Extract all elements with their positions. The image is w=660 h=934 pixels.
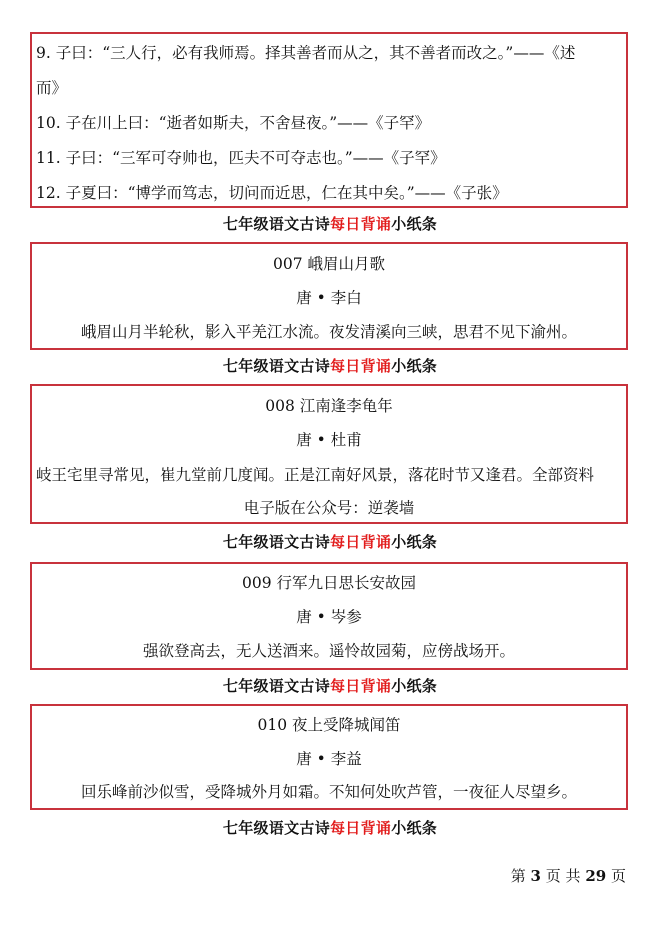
poem-author: 唐 • 岑参 [296, 608, 362, 626]
heading-suffix: 小纸条 [391, 819, 438, 837]
poem-title: 007 峨眉山月歌 [272, 255, 385, 273]
heading-prefix: 七年级语文古诗 [222, 357, 330, 375]
poem-author: 唐 • 李白 [296, 289, 362, 307]
section-heading [0, 214, 660, 234]
current-page: 3 [530, 867, 541, 885]
heading-suffix: 小纸条 [391, 677, 438, 695]
poem-author: 唐 • 李益 [296, 750, 362, 768]
section-heading [0, 532, 660, 552]
footer-post: 页 [610, 867, 626, 885]
poem-line: 回乐峰前沙似雪，受降城外月如霜。不知何处吹芦管，一夜征人尽望乡。 [80, 783, 577, 801]
heading-highlight: 每日背诵 [330, 533, 392, 551]
page-number [511, 866, 626, 886]
footer-pre: 第 [510, 867, 526, 885]
poem-title: 008 江南逢李龟年 [265, 397, 393, 415]
quote-12: 12. 子夏曰：“博学而笃志，切问而近思，仁在其中矣。”——《子张》 [36, 184, 508, 202]
heading-highlight: 每日背诵 [330, 677, 392, 695]
heading-prefix: 七年级语文古诗 [222, 677, 330, 695]
total-pages: 29 [585, 867, 607, 885]
footer-mid: 页 共 [545, 867, 581, 885]
heading-prefix: 七年级语文古诗 [222, 533, 330, 551]
heading-prefix: 七年级语文古诗 [222, 819, 330, 837]
poem-line: 峨眉山月半轮秋，影入平羌江水流。夜发清溪向三峡，思君不见下渝州。 [80, 323, 577, 341]
poem-box-010 [30, 704, 628, 810]
section-heading [0, 676, 660, 696]
poem-box-009 [30, 562, 628, 670]
heading-suffix: 小纸条 [391, 215, 438, 233]
poem-line: 电子版在公众号：逆袭墙 [243, 499, 415, 517]
poem-box-008 [30, 384, 628, 524]
quote-9-line-1: 9. 子曰：“三人行，必有我师焉。择其善者而从之，其不善者而改之。”——《述 [36, 44, 576, 62]
heading-highlight: 每日背诵 [330, 357, 392, 375]
poem-author: 唐 • 杜甫 [296, 431, 362, 449]
heading-suffix: 小纸条 [391, 533, 438, 551]
section-heading [0, 356, 660, 376]
heading-suffix: 小纸条 [391, 357, 438, 375]
poem-title: 010 夜上受降城闻笛 [257, 716, 401, 734]
poem-line: 岐王宅里寻常见，崔九堂前几度闻。正是江南好风景，落花时节又逢君。全部资料 [36, 466, 595, 484]
heading-highlight: 每日背诵 [330, 215, 392, 233]
quote-9-line-2: 而》 [36, 79, 68, 97]
heading-prefix: 七年级语文古诗 [222, 215, 330, 233]
heading-highlight: 每日背诵 [330, 819, 392, 837]
poem-box-007 [30, 242, 628, 350]
poem-line: 强欲登高去，无人送酒来。遥怜故园菊，应傍战场开。 [142, 642, 515, 660]
quotes-box [30, 32, 628, 208]
poem-title: 009 行军九日思长安故园 [241, 574, 416, 592]
section-heading [0, 818, 660, 838]
quote-10: 10. 子在川上曰：“逝者如斯夫，不舍昼夜。”——《子罕》 [36, 114, 431, 132]
quote-11: 11. 子曰：“三军可夺帅也，匹夫不可夺志也。”——《子罕》 [36, 149, 446, 167]
